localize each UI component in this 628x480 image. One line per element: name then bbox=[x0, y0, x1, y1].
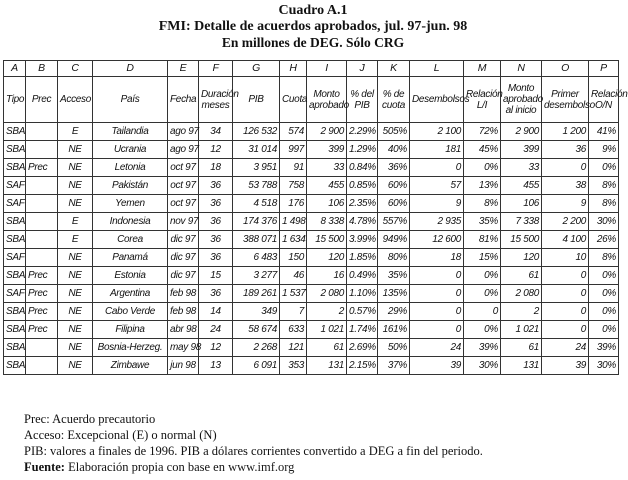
table-cell: 505% bbox=[378, 123, 410, 141]
column-letter-row bbox=[4, 61, 619, 77]
table-cell: 35% bbox=[464, 213, 501, 231]
table-cell: 349 bbox=[233, 303, 280, 321]
table-cell: 2.29% bbox=[347, 123, 378, 141]
table-cell: 36 bbox=[542, 141, 589, 159]
table-cell: 46 bbox=[280, 267, 307, 285]
table-cell: 0% bbox=[589, 285, 619, 303]
table-cell: 24 bbox=[542, 339, 589, 357]
table-cell: jun 98 bbox=[168, 357, 199, 375]
table-cell: 36 bbox=[199, 195, 233, 213]
table-cell bbox=[26, 123, 58, 141]
table-cell: 0.84% bbox=[347, 159, 378, 177]
table-row bbox=[4, 249, 619, 267]
table-cell: 0 bbox=[542, 159, 589, 177]
table-cell: 4.78% bbox=[347, 213, 378, 231]
column-header: Acceso bbox=[58, 77, 93, 123]
table-cell: NE bbox=[58, 177, 93, 195]
table-cell: 60% bbox=[378, 195, 410, 213]
agreements-table bbox=[3, 60, 628, 375]
table-cell: 9% bbox=[589, 141, 619, 159]
table-cell: 37% bbox=[378, 357, 410, 375]
table-cell: 13 bbox=[199, 357, 233, 375]
table-cell: SBA bbox=[4, 123, 26, 141]
column-letter: F bbox=[199, 61, 233, 77]
table-cell: 1 200 bbox=[542, 123, 589, 141]
table-cell: 126 532 bbox=[233, 123, 280, 141]
table-cell: SBA bbox=[4, 357, 26, 375]
table-cell: 7 338 bbox=[501, 213, 542, 231]
table-cell: NE bbox=[58, 321, 93, 339]
table-cell: 2 935 bbox=[410, 213, 464, 231]
table-cell: 30% bbox=[589, 357, 619, 375]
table-cell: dic 97 bbox=[168, 249, 199, 267]
table-cell: 15 bbox=[199, 267, 233, 285]
column-letter: K bbox=[378, 61, 410, 77]
note-fuente bbox=[24, 459, 483, 475]
column-letter: D bbox=[93, 61, 168, 77]
table-cell: SBA bbox=[4, 303, 26, 321]
table-cell: 9 bbox=[410, 195, 464, 213]
table-cell: 2.35% bbox=[347, 195, 378, 213]
table-cell: Pakistán bbox=[93, 177, 168, 195]
table-cell: Corea bbox=[93, 231, 168, 249]
table-cell: 39 bbox=[542, 357, 589, 375]
table-cell: 2.69% bbox=[347, 339, 378, 357]
table-cell: Prec bbox=[26, 303, 58, 321]
table-cell: 61 bbox=[501, 339, 542, 357]
table-cell: 106 bbox=[501, 195, 542, 213]
table-cell: 8% bbox=[589, 195, 619, 213]
table-row bbox=[4, 213, 619, 231]
table-cell: abr 98 bbox=[168, 321, 199, 339]
table-cell: Zimbawe bbox=[93, 357, 168, 375]
table-cell: 9 bbox=[542, 195, 589, 213]
table-cell: 72% bbox=[464, 123, 501, 141]
table-cell: 33 bbox=[501, 159, 542, 177]
table-cell: 12 bbox=[199, 339, 233, 357]
table-cell: 131 bbox=[307, 357, 347, 375]
column-letter: B bbox=[26, 61, 58, 77]
title-block bbox=[0, 3, 626, 51]
table-cell: 353 bbox=[280, 357, 307, 375]
table-cell: 2 080 bbox=[501, 285, 542, 303]
table-row bbox=[4, 231, 619, 249]
table-cell: NE bbox=[58, 141, 93, 159]
table-row bbox=[4, 159, 619, 177]
table-cell: dic 97 bbox=[168, 267, 199, 285]
table-cell: 0 bbox=[410, 267, 464, 285]
column-header: Relación L/I bbox=[464, 77, 501, 123]
column-header: Monto aprobado al inicio bbox=[501, 77, 542, 123]
table-cell: 8% bbox=[464, 195, 501, 213]
table-row bbox=[4, 141, 619, 159]
table-row bbox=[4, 177, 619, 195]
table-cell: 0 bbox=[410, 285, 464, 303]
column-header: Primer desembolso bbox=[542, 77, 589, 123]
column-header: Cuota bbox=[280, 77, 307, 123]
table-cell: 2 100 bbox=[410, 123, 464, 141]
table-cell: 120 bbox=[307, 249, 347, 267]
table-cell: ago 97 bbox=[168, 123, 199, 141]
table-cell: 557% bbox=[378, 213, 410, 231]
table-cell: 39 bbox=[410, 357, 464, 375]
table-cell: 53 788 bbox=[233, 177, 280, 195]
table-cell: 24 bbox=[199, 321, 233, 339]
table-row bbox=[4, 267, 619, 285]
table-cell: 36 bbox=[199, 285, 233, 303]
table-cell: 36 bbox=[199, 213, 233, 231]
table-cell: Cabo Verde bbox=[93, 303, 168, 321]
table-cell: 58 674 bbox=[233, 321, 280, 339]
table-cell: 18 bbox=[199, 159, 233, 177]
table-cell: 40% bbox=[378, 141, 410, 159]
table-cell: SBA bbox=[4, 213, 26, 231]
table-cell: 0% bbox=[464, 267, 501, 285]
table-cell: 121 bbox=[280, 339, 307, 357]
table-row bbox=[4, 357, 619, 375]
table-cell: 176 bbox=[280, 195, 307, 213]
table-cell: 15 500 bbox=[307, 231, 347, 249]
table-cell: NE bbox=[58, 357, 93, 375]
table-cell: 633 bbox=[280, 321, 307, 339]
table-cell: 388 071 bbox=[233, 231, 280, 249]
table-cell: 2 080 bbox=[307, 285, 347, 303]
table-cell: 0.85% bbox=[347, 177, 378, 195]
table-cell: feb 98 bbox=[168, 285, 199, 303]
table-title: FMI: Detalle de acuerdos aprobados, jul. 97-jun. 98 bbox=[158, 19, 468, 34]
column-header: Prec bbox=[26, 77, 58, 123]
table-cell: Prec bbox=[26, 285, 58, 303]
fuente-label: Fuente: bbox=[24, 460, 65, 474]
table-cell: 35% bbox=[378, 267, 410, 285]
table-cell: 2 900 bbox=[501, 123, 542, 141]
table-cell: 39% bbox=[589, 339, 619, 357]
table-cell: 0% bbox=[464, 285, 501, 303]
table-cell: Tailandia bbox=[93, 123, 168, 141]
table-cell: 10 bbox=[542, 249, 589, 267]
table-cell: 0% bbox=[589, 321, 619, 339]
table-cell: Panamá bbox=[93, 249, 168, 267]
table-cell: 57 bbox=[410, 177, 464, 195]
column-header: Duración meses bbox=[199, 77, 233, 123]
table-cell: 8% bbox=[589, 177, 619, 195]
table-cell: E bbox=[58, 213, 93, 231]
column-letter: O bbox=[542, 61, 589, 77]
table-cell: NE bbox=[58, 339, 93, 357]
table-cell: 0% bbox=[464, 321, 501, 339]
table-cell: 45% bbox=[464, 141, 501, 159]
table-cell: 29% bbox=[378, 303, 410, 321]
table-cell: SBA bbox=[4, 159, 26, 177]
table-cell: 997 bbox=[280, 141, 307, 159]
table-cell bbox=[26, 231, 58, 249]
column-letter: H bbox=[280, 61, 307, 77]
table-cell bbox=[26, 357, 58, 375]
table-cell: 2.15% bbox=[347, 357, 378, 375]
table-cell: 3 277 bbox=[233, 267, 280, 285]
table-cell: 36 bbox=[199, 231, 233, 249]
table-cell: feb 98 bbox=[168, 303, 199, 321]
column-letter: G bbox=[233, 61, 280, 77]
table-cell: Argentina bbox=[93, 285, 168, 303]
table-cell: 0 bbox=[464, 303, 501, 321]
table-cell: NE bbox=[58, 195, 93, 213]
table-cell: 0 bbox=[542, 321, 589, 339]
column-letter: M bbox=[464, 61, 501, 77]
table-caption: Cuadro A.1 bbox=[278, 3, 348, 18]
table-row bbox=[4, 321, 619, 339]
table-cell: 60% bbox=[378, 177, 410, 195]
table-cell: oct 97 bbox=[168, 195, 199, 213]
table-cell: E bbox=[58, 123, 93, 141]
table-cell: oct 97 bbox=[168, 159, 199, 177]
table-cell: 3 951 bbox=[233, 159, 280, 177]
table-cell: Prec bbox=[26, 159, 58, 177]
column-letter: I bbox=[307, 61, 347, 77]
table-cell bbox=[26, 195, 58, 213]
table-cell: 1.10% bbox=[347, 285, 378, 303]
table-row bbox=[4, 195, 619, 213]
column-letter: N bbox=[501, 61, 542, 77]
table-cell: 135% bbox=[378, 285, 410, 303]
column-letter: C bbox=[58, 61, 93, 77]
table-cell: 1 021 bbox=[501, 321, 542, 339]
column-letter: L bbox=[410, 61, 464, 77]
table-cell: oct 97 bbox=[168, 177, 199, 195]
table-cell: 39% bbox=[464, 339, 501, 357]
fuente-link[interactable]: www.imf.org bbox=[228, 460, 295, 474]
table-cell: 3.99% bbox=[347, 231, 378, 249]
table-cell: 80% bbox=[378, 249, 410, 267]
note-pib: PIB: valores a finales de 1996. PIB a dólares corrientes convertido a DEG a fin del periodo. bbox=[24, 444, 483, 458]
table-cell: 0.57% bbox=[347, 303, 378, 321]
table-cell: dic 97 bbox=[168, 231, 199, 249]
table-cell: may 98 bbox=[168, 339, 199, 357]
table-cell: 455 bbox=[307, 177, 347, 195]
table-cell: 30% bbox=[464, 357, 501, 375]
column-letter: E bbox=[168, 61, 199, 77]
table-cell: 2 bbox=[307, 303, 347, 321]
table-cell: 0 bbox=[410, 321, 464, 339]
table-cell: 2 bbox=[501, 303, 542, 321]
table-cell: 0 bbox=[542, 303, 589, 321]
table-cell: SAF bbox=[4, 249, 26, 267]
table-cell: 6 483 bbox=[233, 249, 280, 267]
table-subtitle: En millones de DEG. Sólo CRG bbox=[221, 35, 405, 50]
table-cell: 1 634 bbox=[280, 231, 307, 249]
column-header: % del PIB bbox=[347, 77, 378, 123]
table-cell: 455 bbox=[501, 177, 542, 195]
table-cell: 1.85% bbox=[347, 249, 378, 267]
table-cell: 399 bbox=[501, 141, 542, 159]
note-acceso: Acceso: Excepcional (E) o normal (N) bbox=[24, 428, 217, 442]
table-cell: SBA bbox=[4, 339, 26, 357]
table-cell: 15 500 bbox=[501, 231, 542, 249]
table-cell: 26% bbox=[589, 231, 619, 249]
table-cell bbox=[26, 141, 58, 159]
column-letter: J bbox=[347, 61, 378, 77]
table-cell: 106 bbox=[307, 195, 347, 213]
table-cell: 0 bbox=[542, 285, 589, 303]
table-cell: 161% bbox=[378, 321, 410, 339]
table-cell: nov 97 bbox=[168, 213, 199, 231]
table-cell: 399 bbox=[307, 141, 347, 159]
table-cell: 174 376 bbox=[233, 213, 280, 231]
table-cell: 0% bbox=[464, 159, 501, 177]
table-cell: Filipina bbox=[93, 321, 168, 339]
table-cell: SBA bbox=[4, 321, 26, 339]
table-cell: 8% bbox=[589, 249, 619, 267]
table-cell: 0.49% bbox=[347, 267, 378, 285]
table-cell: Estonia bbox=[93, 267, 168, 285]
table-cell: 41% bbox=[589, 123, 619, 141]
column-header-row bbox=[4, 77, 619, 123]
table-cell: 12 bbox=[199, 141, 233, 159]
fuente-text: Elaboración propia con base en bbox=[64, 460, 229, 474]
table-cell: 0 bbox=[410, 303, 464, 321]
table-cell: 6 091 bbox=[233, 357, 280, 375]
table-cell: SAF bbox=[4, 195, 26, 213]
table-cell: 150 bbox=[280, 249, 307, 267]
table-cell: 14 bbox=[199, 303, 233, 321]
table-cell: NE bbox=[58, 159, 93, 177]
table-cell: 0% bbox=[589, 159, 619, 177]
table-cell: 131 bbox=[501, 357, 542, 375]
table-cell: 81% bbox=[464, 231, 501, 249]
table-cell bbox=[26, 177, 58, 195]
table-cell: 50% bbox=[378, 339, 410, 357]
table-cell: 31 014 bbox=[233, 141, 280, 159]
column-letter: A bbox=[4, 61, 26, 77]
column-header: Desembolsos bbox=[410, 77, 464, 123]
table-cell: 0 bbox=[542, 267, 589, 285]
column-header: Relación O/N bbox=[589, 77, 619, 123]
table-cell: 2 900 bbox=[307, 123, 347, 141]
table-cell: NE bbox=[58, 285, 93, 303]
table-cell: 0 bbox=[410, 159, 464, 177]
table-cell: 4 518 bbox=[233, 195, 280, 213]
table-cell: Indonesia bbox=[93, 213, 168, 231]
table-cell: 18 bbox=[410, 249, 464, 267]
table-cell: 12 600 bbox=[410, 231, 464, 249]
table-cell: 91 bbox=[280, 159, 307, 177]
table-cell bbox=[26, 213, 58, 231]
table-row bbox=[4, 339, 619, 357]
table-cell: 61 bbox=[501, 267, 542, 285]
table-cell: NE bbox=[58, 249, 93, 267]
note-prec: Prec: Acuerdo precautorio bbox=[24, 412, 156, 426]
table-body bbox=[4, 61, 628, 375]
table-cell: 758 bbox=[280, 177, 307, 195]
table-row bbox=[4, 123, 619, 141]
table-cell: 949% bbox=[378, 231, 410, 249]
table-cell: Prec bbox=[26, 321, 58, 339]
table-cell: SAF bbox=[4, 177, 26, 195]
table-cell: 2 268 bbox=[233, 339, 280, 357]
table-cell: Yemen bbox=[93, 195, 168, 213]
table-cell: Bosnia-Herzeg. bbox=[93, 339, 168, 357]
table-cell: Ucrania bbox=[93, 141, 168, 159]
table-cell: 1 498 bbox=[280, 213, 307, 231]
notes-block bbox=[24, 411, 483, 475]
table-cell: 1 021 bbox=[307, 321, 347, 339]
column-header: Tipo bbox=[4, 77, 26, 123]
column-header: PIB bbox=[233, 77, 280, 123]
column-header: Monto aprobado bbox=[307, 77, 347, 123]
table-cell: E bbox=[58, 231, 93, 249]
table-row bbox=[4, 303, 619, 321]
table-cell: 36% bbox=[378, 159, 410, 177]
table-cell: SBA bbox=[4, 231, 26, 249]
table-cell: 61 bbox=[307, 339, 347, 357]
table-cell: 1.74% bbox=[347, 321, 378, 339]
table-cell: 15% bbox=[464, 249, 501, 267]
table-cell: 38 bbox=[542, 177, 589, 195]
table-cell: SBA bbox=[4, 141, 26, 159]
table-cell: 34 bbox=[199, 123, 233, 141]
table-cell: 0% bbox=[589, 267, 619, 285]
table-cell bbox=[26, 339, 58, 357]
table-cell: NE bbox=[58, 303, 93, 321]
table-cell: 30% bbox=[589, 213, 619, 231]
table-cell: Letonia bbox=[93, 159, 168, 177]
table-cell: 574 bbox=[280, 123, 307, 141]
table-cell: 2 200 bbox=[542, 213, 589, 231]
table-cell: SBA bbox=[4, 267, 26, 285]
table-cell: 13% bbox=[464, 177, 501, 195]
table-cell: 36 bbox=[199, 177, 233, 195]
table-cell: SAF bbox=[4, 285, 26, 303]
column-header: País bbox=[93, 77, 168, 123]
table-cell: 33 bbox=[307, 159, 347, 177]
table-cell: 16 bbox=[307, 267, 347, 285]
table-cell: 36 bbox=[199, 249, 233, 267]
column-letter: P bbox=[589, 61, 619, 77]
table-cell: 181 bbox=[410, 141, 464, 159]
table-cell: 8 338 bbox=[307, 213, 347, 231]
table-cell: 120 bbox=[501, 249, 542, 267]
column-header: Fecha bbox=[168, 77, 199, 123]
table-cell: 189 261 bbox=[233, 285, 280, 303]
table-cell: ago 97 bbox=[168, 141, 199, 159]
table-cell: 0% bbox=[589, 303, 619, 321]
column-header: % de cuota bbox=[378, 77, 410, 123]
table-cell bbox=[26, 249, 58, 267]
table-cell: 1 537 bbox=[280, 285, 307, 303]
table-row bbox=[4, 285, 619, 303]
table-cell: 1.29% bbox=[347, 141, 378, 159]
table-cell: 4 100 bbox=[542, 231, 589, 249]
table-cell: Prec bbox=[26, 267, 58, 285]
table-cell: 24 bbox=[410, 339, 464, 357]
table-cell: 7 bbox=[280, 303, 307, 321]
table-cell: NE bbox=[58, 267, 93, 285]
